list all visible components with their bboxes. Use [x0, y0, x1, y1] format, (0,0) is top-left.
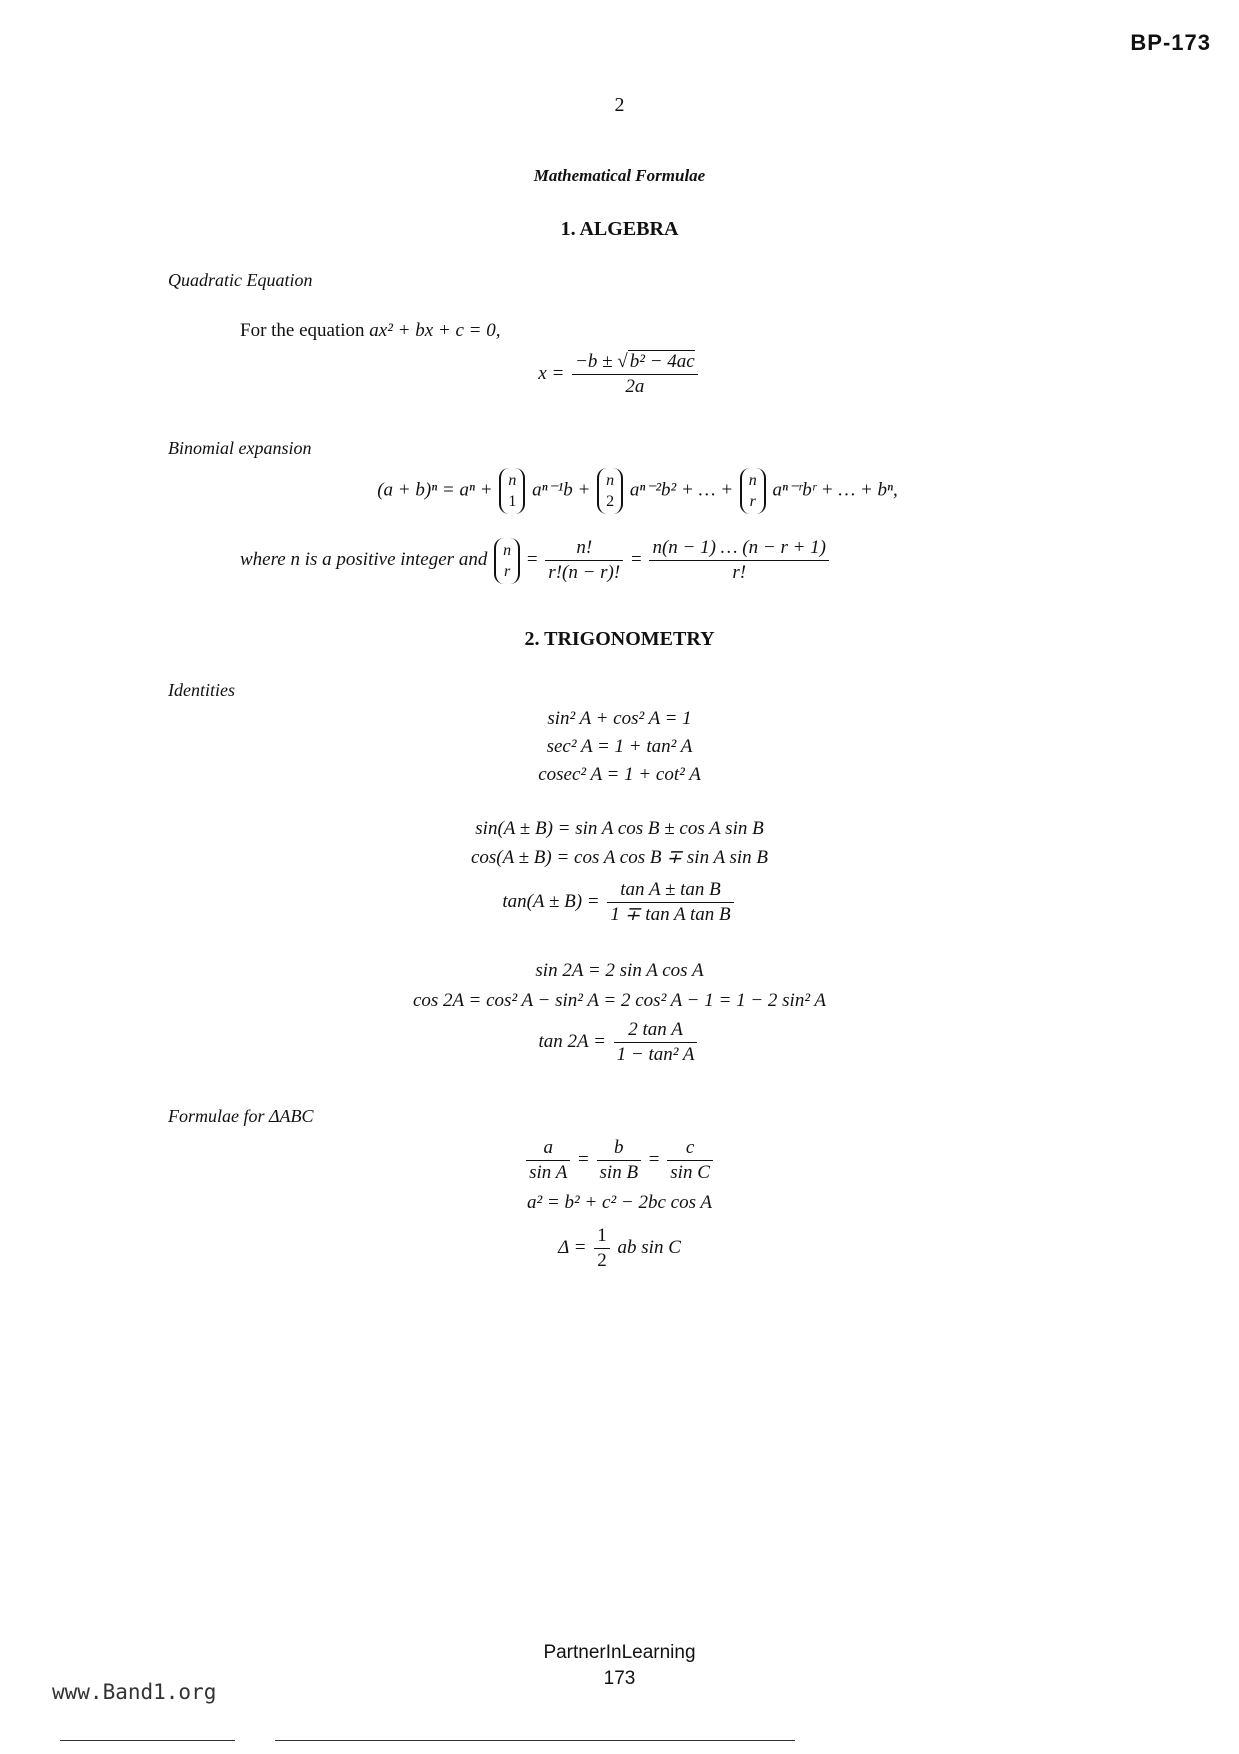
sine-rule-b	[597, 1136, 642, 1185]
binom-bottom: 2	[606, 493, 615, 510]
quadratic-intro-line	[240, 320, 501, 342]
equals-sign: =	[578, 1148, 589, 1170]
sine-rule-c	[667, 1136, 713, 1185]
binom-top: n	[503, 541, 512, 559]
factorial-denominator: r!(n − r)!	[548, 562, 621, 583]
factorial-fraction	[545, 536, 623, 585]
identity-3: cosec² A = 1 + cot² A	[538, 764, 701, 785]
subheading-identities: Identities	[168, 680, 235, 700]
sine-rule-a	[526, 1136, 570, 1185]
binom-bottom: r	[503, 562, 511, 580]
factorial-numerator: n!	[545, 536, 623, 561]
product-denominator: r!	[732, 562, 747, 583]
page-number: 2	[614, 94, 625, 116]
page-title: Mathematical Formulae	[533, 166, 706, 185]
tan-sum-numerator: tan A ± tan B	[607, 878, 733, 903]
product-numerator: n(n − 1) … (n − r + 1)	[649, 536, 829, 561]
double-angle-tan	[0, 1018, 1239, 1067]
area-lhs: Δ =	[558, 1236, 587, 1258]
half-denominator: 2	[597, 1250, 607, 1271]
cosine-rule: a² = b² + c² − 2bc cos A	[526, 1192, 712, 1213]
binomial-term-3: aⁿ⁻ʳbʳ + … + bⁿ,	[772, 479, 898, 501]
sum-formula-sin: sin(A ± B) = sin A cos B ± cos A sin B	[475, 818, 764, 839]
sum-formula-cos: cos(A ± B) = cos A cos B ∓ sin A sin B	[470, 847, 769, 868]
sine-rule-b-den: sin B	[599, 1162, 639, 1183]
half-fraction	[594, 1224, 610, 1273]
paper-code: BP-173	[1130, 30, 1211, 55]
quadratic-fraction	[572, 350, 698, 399]
sine-rule	[0, 1136, 1239, 1185]
double-angle-cos: cos 2A = cos² A − sin² A = 2 cos² A − 1 = 1 − 2 sin² A	[412, 990, 827, 1011]
where-text: where n is a positive integer and	[240, 548, 493, 570]
footer-page-number: 173	[603, 1668, 636, 1689]
product-fraction	[649, 536, 829, 585]
binom-bottom: r	[749, 493, 756, 510]
binom-bottom: 1	[508, 493, 517, 510]
sine-rule-c-num: c	[667, 1136, 713, 1161]
quadratic-formula	[0, 350, 1239, 399]
binom-top: n	[748, 472, 757, 489]
area-rhs: ab sin C	[617, 1236, 681, 1258]
binom-n-1	[499, 468, 525, 514]
sine-rule-b-num: b	[597, 1136, 642, 1161]
equals-sign: =	[526, 548, 538, 570]
sine-rule-a-den: sin A	[529, 1162, 568, 1183]
tan-double-denominator: 1 − tan² A	[616, 1044, 695, 1065]
tan-double-lhs: tan 2A =	[538, 1030, 606, 1052]
binom-top: n	[606, 472, 615, 489]
binom-n-2	[597, 468, 623, 514]
triangle-area-formula	[0, 1224, 1239, 1273]
equals-sign: =	[630, 548, 642, 570]
sine-rule-c-den: sin C	[670, 1162, 710, 1183]
subheading-binomial: Binomial expansion	[168, 438, 312, 458]
quadratic-numerator	[572, 350, 698, 375]
watermark: www.Band1.org	[52, 1680, 217, 1704]
identity-1: sin² A + cos² A = 1	[547, 708, 692, 729]
binomial-term-1: aⁿ⁻¹b +	[532, 479, 596, 501]
section-heading-trigonometry: 2. TRIGONOMETRY	[524, 628, 715, 650]
subheading-triangle-formulae: Formulae for ΔABC	[168, 1106, 314, 1126]
section-heading-algebra: 1. ALGEBRA	[560, 218, 679, 240]
tan-sum-fraction	[607, 878, 733, 927]
binomial-lhs: (a + b)ⁿ = aⁿ +	[377, 479, 498, 501]
double-angle-sin: sin 2A = 2 sin A cos A	[535, 960, 704, 981]
binomial-expansion	[18, 468, 1239, 514]
quadratic-equation: ax² + bx + c = 0,	[369, 320, 501, 341]
sum-formula-tan	[0, 878, 1239, 927]
binom-definition	[494, 538, 520, 584]
quadratic-radicand: b² − 4ac	[629, 351, 695, 372]
quadratic-intro-text: For the equation	[240, 320, 370, 341]
subheading-quadratic: Quadratic Equation	[168, 270, 313, 290]
tan-sum-lhs: tan(A ± B) =	[502, 890, 600, 912]
sine-rule-a-num: a	[526, 1136, 570, 1161]
binomial-term-2: aⁿ⁻²b² + … +	[629, 479, 738, 501]
tan-double-fraction	[614, 1018, 698, 1067]
bottom-rule-left	[60, 1740, 235, 1741]
footer-publisher: PartnerInLearning	[543, 1642, 696, 1663]
bottom-rule-right	[275, 1740, 795, 1741]
tan-double-numerator: 2 tan A	[614, 1018, 698, 1043]
binomial-coefficient-definition	[240, 536, 832, 585]
binom-n-r	[740, 468, 766, 514]
binom-top: n	[508, 472, 517, 489]
quadratic-denominator: 2a	[625, 376, 645, 397]
identity-2: sec² A = 1 + tan² A	[546, 736, 693, 757]
half-numerator: 1	[594, 1224, 610, 1249]
quadratic-num-pre: −b ± √	[575, 351, 628, 372]
equals-sign: =	[648, 1148, 660, 1170]
quadratic-lhs: x =	[538, 362, 565, 384]
tan-sum-denominator: 1 ∓ tan A tan B	[610, 904, 731, 925]
